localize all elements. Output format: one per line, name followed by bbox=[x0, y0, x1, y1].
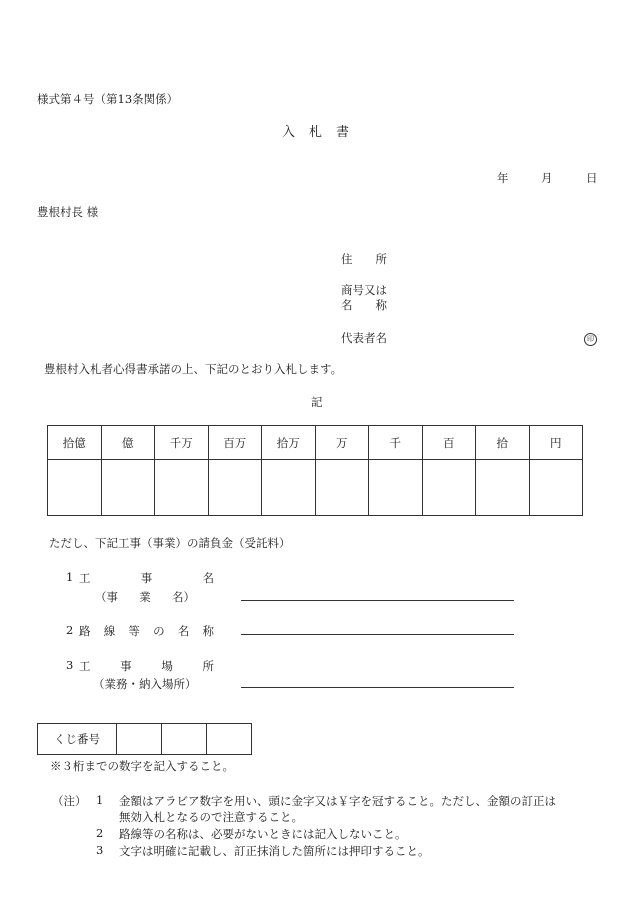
date-day: 日 bbox=[586, 171, 598, 185]
ki-heading: 記 bbox=[311, 395, 323, 409]
note-2-number: 2 bbox=[96, 826, 104, 840]
amount-header: 万 bbox=[315, 426, 369, 460]
notes-label: （注） bbox=[52, 794, 87, 808]
item-2-entry-line[interactable] bbox=[241, 634, 514, 635]
trade-name-label-2: 名 称 bbox=[341, 298, 387, 312]
amount-cell[interactable] bbox=[422, 460, 476, 516]
amount-header: 千 bbox=[369, 426, 423, 460]
amount-header: 拾億 bbox=[48, 426, 102, 460]
amount-cell[interactable] bbox=[208, 460, 262, 516]
amount-cell[interactable] bbox=[476, 460, 530, 516]
item-3-label: 工 事 場 所 bbox=[79, 659, 214, 673]
amount-cell[interactable] bbox=[101, 460, 155, 516]
note-1-line-1: 金額はアラビア数字を用い、頭に金字又は￥字を冠すること。ただし、金額の訂正は bbox=[119, 794, 556, 808]
item-1-number: 1 bbox=[66, 570, 74, 584]
item-2-label: 路 線 等 の 名 称 bbox=[79, 624, 214, 638]
address-label: 住 所 bbox=[341, 252, 387, 266]
amount-cell[interactable] bbox=[155, 460, 209, 516]
addressee: 豊根村長 様 bbox=[37, 205, 99, 219]
amount-cell[interactable] bbox=[369, 460, 423, 516]
amount-header: 円 bbox=[529, 426, 583, 460]
item-3-sublabel: （業務・納入場所） bbox=[93, 677, 197, 691]
lottery-digit-cell[interactable] bbox=[162, 724, 207, 755]
lottery-note: ※３桁までの数字を記入すること。 bbox=[50, 759, 234, 773]
date-year: 年 bbox=[497, 171, 509, 185]
proviso: ただし、下記工事（事業）の請負金（受託料） bbox=[49, 536, 291, 550]
seal-mark: 印 bbox=[584, 333, 597, 346]
amount-table bbox=[47, 425, 583, 516]
trade-name-label-1: 商号又は bbox=[341, 283, 387, 297]
amount-header: 百 bbox=[422, 426, 476, 460]
item-3-number: 3 bbox=[66, 658, 74, 672]
amount-cell[interactable] bbox=[529, 460, 583, 516]
lottery-digit-cell[interactable] bbox=[207, 724, 252, 755]
note-3-number: 3 bbox=[96, 843, 104, 857]
lottery-table bbox=[37, 723, 252, 755]
amount-header: 拾万 bbox=[262, 426, 316, 460]
lottery-digit-cell[interactable] bbox=[117, 724, 162, 755]
form-number: 様式第４号（第13条関係） bbox=[37, 92, 179, 106]
note-2-line-1: 路線等の名称は、必要がないときには記入しないこと。 bbox=[119, 827, 407, 841]
lottery-label: くじ番号 bbox=[38, 724, 117, 755]
date-month: 月 bbox=[541, 171, 553, 185]
item-3-entry-line[interactable] bbox=[241, 687, 514, 688]
amount-header: 百万 bbox=[208, 426, 262, 460]
item-2-number: 2 bbox=[66, 623, 74, 637]
statement: 豊根村入札者心得書承諾の上、下記のとおり入札します。 bbox=[44, 362, 343, 376]
item-1-sublabel: （事 業 名） bbox=[95, 590, 195, 604]
note-1-line-2: 無効入札となるので注意すること。 bbox=[119, 810, 303, 824]
item-1-entry-line[interactable] bbox=[241, 600, 514, 601]
representative-label: 代表者名 bbox=[341, 331, 387, 345]
amount-cell[interactable] bbox=[262, 460, 316, 516]
amount-cell[interactable] bbox=[315, 460, 369, 516]
amount-cell[interactable] bbox=[48, 460, 102, 516]
amount-header: 億 bbox=[101, 426, 155, 460]
amount-header: 千万 bbox=[155, 426, 209, 460]
note-1-number: 1 bbox=[96, 793, 104, 807]
page-title: 入札書 bbox=[282, 125, 364, 140]
amount-header: 拾 bbox=[476, 426, 530, 460]
note-3-line-1: 文字は明確に記載し、訂正抹消した箇所には押印すること。 bbox=[119, 844, 430, 858]
item-1-label: 工 事 名 bbox=[79, 571, 214, 585]
